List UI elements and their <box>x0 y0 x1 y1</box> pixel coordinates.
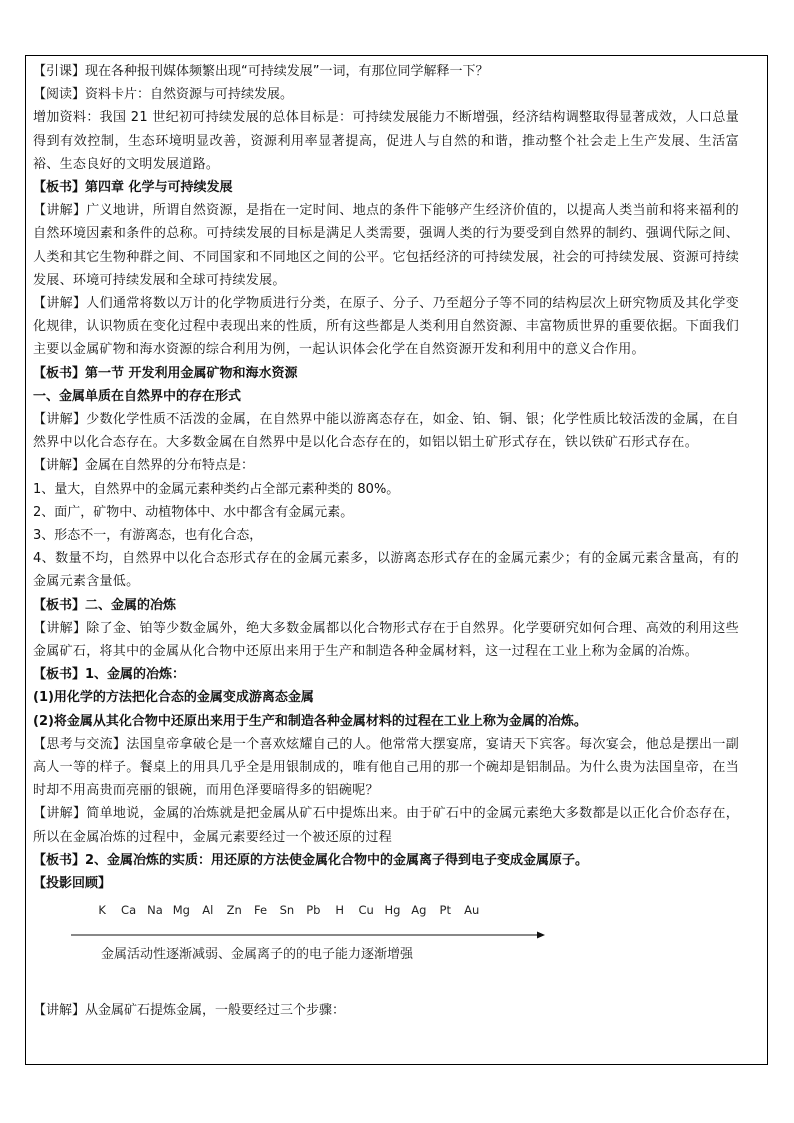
intro-line: 【引课】现在各种报刊媒体频繁出现“可持续发展”一词，有那位同学解释一下？ <box>33 64 489 79</box>
element-symbol: Sn <box>279 903 295 918</box>
activity-series-diagram <box>33 895 739 999</box>
distribution-item-2: 2、面广，矿物中、动植物体中、水中都含有金属元素。 <box>33 504 354 520</box>
element-symbol: Pt <box>439 903 451 918</box>
element-symbol: Mg <box>172 903 190 918</box>
element-symbol: Al <box>202 903 214 918</box>
element-symbol: Ag <box>411 903 427 918</box>
explanation-natural-resources: 【讲解】广义地讲，所谓自然资源，是指在一定时间、地点的条件下能够产生经济价值的，以提高人类当前和将来福利的自然环境因素和条件的总称。可持续发展的目标是满足人类需要，强调人类的行为要受到自然界的制约、强调代际之间、人类和其它生物种群之间、不同国家和不同地区之间的公平。它包括经济的可持续发展，社会的可持续发展、资源可持续发展、环境可持续发展和全球可持续发展。 <box>33 203 739 288</box>
element-symbol: Na <box>147 903 163 918</box>
distribution-item-1: 1、量大，自然界中的金属元素种类约占全部元素种类的 80%。 <box>33 481 400 497</box>
element-symbol: Hg <box>384 903 401 918</box>
element-symbol: Cu <box>358 903 374 918</box>
element-symbol: H <box>335 903 345 918</box>
explanation-reduction: 【讲解】简单地说，金属的冶炼就是把金属从矿石中提炼出来。由于矿石中的金属元素绝大多数都是以正化合价态存在，所以在金属冶炼的过程中，金属元素要经过一个被还原的过程 <box>33 806 739 845</box>
element-symbol: Fe <box>254 903 268 918</box>
reading-line: 【阅读】资料卡片：自然资源与可持续发展。 <box>33 87 294 103</box>
element-symbol: Ca <box>121 903 137 918</box>
element-symbol: K <box>98 903 106 918</box>
distribution-item-4: 4、数量不均，自然界中以化合态形式存在的金属元素多，以游离态形式存在的金属元素少；有的金属元素含量高，有的金属元素含量低。 <box>33 551 739 590</box>
distribution-intro: 【讲解】金属在自然界的分布特点是： <box>33 458 255 474</box>
smelting-essence: 【板书】2、金属冶炼的实质：用还原的方法使金属化合物中的金属离子得到电子变成金属原子。 <box>33 852 589 868</box>
subheading-existence-forms: 一、金属单质在自然界中的存在形式 <box>33 388 242 404</box>
element-symbol: Zn <box>226 903 242 918</box>
smelting-point-2: (2)将金属从其化合物中还原出来用于生产和制造各种金属材料的过程在工业上称为金属的冶炼。 <box>33 713 587 729</box>
section-heading: 【板书】第一节 开发利用金属矿物和海水资源 <box>33 365 298 381</box>
smelting-point-1: (1)用化学的方法把化合态的金属变成游离态金属 <box>33 690 314 706</box>
projection-review: 【投影回顾】 <box>33 875 112 891</box>
distribution-item-3: 3、形态不一，有游离态，也有化合态， <box>33 527 263 543</box>
extraction-steps-intro: 【讲解】从金属矿石提炼金属，一般要经过三个步骤： <box>33 1003 346 1019</box>
activity-series-arrow <box>71 929 545 941</box>
think-and-discuss: 【思考与交流】法国皇帝拿破仑是一个喜欢炫耀自己的人。他常常大摆宴席，宴请天下宾客。每次宴会，他总是摆出一副高人一等的样子。餐桌上的用具几乎全是用银制成的，唯有他自己用的那一个碗却是铝制品。为什么贵为法国皇帝，在当时却不用高贵而亮丽的银碗，而用色泽要暗得多的铝碗呢？ <box>33 736 739 799</box>
activity-series-elements <box>89 903 485 917</box>
lesson-content <box>33 60 739 1022</box>
activity-series-caption: 金属活动性逐渐减弱、金属离子的的电子能力逐渐增强 <box>101 947 414 963</box>
explanation-smelting: 【讲解】除了金、铂等少数金属外，绝大多数金属都以化合物形式存在于自然界。化学要研究如何合理、高效的利用这些金属矿石，将其中的金属从化合物中还原出来用于生产和制造各种金属材料，这一过程在工业上称为金属的冶炼。 <box>33 620 739 659</box>
element-symbol: Au <box>464 903 480 918</box>
extra-material: 增加资料：我国 21 世纪初可持续发展的总体目标是：可持续发展能力不断增强，经济结构调整取得显著成效，人口总量得到有效控制，生态环境明显改善，资源利用率显著提高，促进人与自然的和谐，推动整个社会走上生产发展、生活富裕、生态良好的文明发展道路。 <box>33 110 739 172</box>
explanation-chemistry: 【讲解】人们通常将数以万计的化学物质进行分类，在原子、分子、乃至超分子等不同的结构层次上研究物质及其化学变化规律，认识物质在变化过程中表现出来的性质，所有这些都是人类利用自然资源、丰富物质世界的重要依据。下面我们主要以金属矿物和海水资源的综合利用为例，一起认识体会化学在自然资源开发和利用中的意义合作用。 <box>33 295 739 358</box>
chapter-heading: 【板书】第四章 化学与可持续发展 <box>33 179 233 195</box>
element-symbol: Pb <box>306 903 321 918</box>
smelting-subheading: 【板书】1、金属的冶炼： <box>33 667 186 683</box>
explanation-metal-forms: 【讲解】少数化学性质不活泼的金属，在自然界中能以游离态存在，如金、铂、铜、银；化学性质比较活泼的金属，在自然界中以化合态存在。大多数金属在自然界中是以化合态存在的，如铝以铝土矿形式存在，铁以铁矿石形式存在。 <box>33 411 739 451</box>
smelting-heading: 【板书】二、金属的冶炼 <box>33 597 177 613</box>
